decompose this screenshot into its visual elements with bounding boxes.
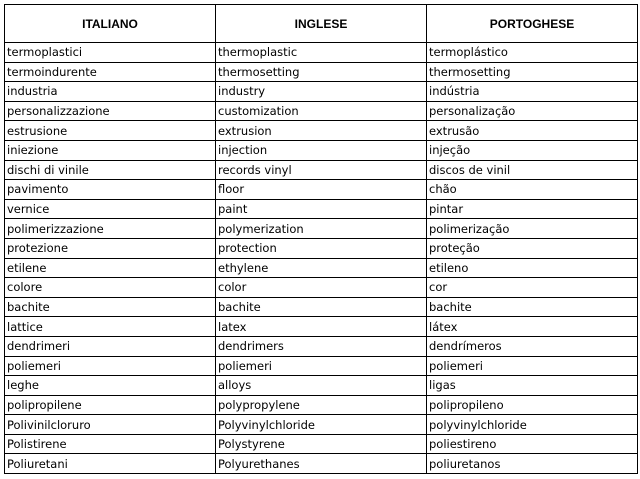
cell-italiano: vernice — [5, 199, 216, 219]
table-row — [5, 101, 638, 121]
cell-portoghese: thermosetting — [427, 62, 638, 82]
table-row — [5, 376, 638, 396]
cell-portoghese: indústria — [427, 82, 638, 102]
cell-portoghese: poliemeri — [427, 356, 638, 376]
table-row — [5, 258, 638, 278]
table-body — [5, 43, 638, 474]
cell-inglese: Polyvinylchloride — [216, 415, 427, 435]
header-inglese: INGLESE — [216, 5, 427, 43]
cell-inglese: Polystyrene — [216, 434, 427, 454]
table-row — [5, 415, 638, 435]
table-row — [5, 317, 638, 337]
cell-italiano: colore — [5, 278, 216, 298]
cell-inglese: thermosetting — [216, 62, 427, 82]
table-row — [5, 434, 638, 454]
table-row — [5, 219, 638, 239]
cell-inglese: color — [216, 278, 427, 298]
cell-italiano: dischi di vinile — [5, 160, 216, 180]
table-row — [5, 297, 638, 317]
cell-portoghese: proteção — [427, 238, 638, 258]
cell-italiano: etilene — [5, 258, 216, 278]
cell-portoghese: cor — [427, 278, 638, 298]
cell-inglese: polypropylene — [216, 395, 427, 415]
cell-portoghese: polipropileno — [427, 395, 638, 415]
cell-italiano: poliemeri — [5, 356, 216, 376]
cell-inglese: floor — [216, 180, 427, 200]
cell-inglese: injection — [216, 140, 427, 160]
cell-portoghese: dendrímeros — [427, 336, 638, 356]
cell-italiano: leghe — [5, 376, 216, 396]
cell-portoghese: poliestireno — [427, 434, 638, 454]
table-row — [5, 62, 638, 82]
cell-inglese: customization — [216, 101, 427, 121]
cell-italiano: Poliuretani — [5, 454, 216, 474]
cell-italiano: termoplastici — [5, 43, 216, 63]
cell-inglese: latex — [216, 317, 427, 337]
cell-inglese: polymerization — [216, 219, 427, 239]
table-row — [5, 160, 638, 180]
table-row — [5, 180, 638, 200]
cell-portoghese: polyvinylchloride — [427, 415, 638, 435]
cell-italiano: protezione — [5, 238, 216, 258]
cell-italiano: Polivinilcloruro — [5, 415, 216, 435]
table-row — [5, 140, 638, 160]
cell-italiano: dendrimeri — [5, 336, 216, 356]
cell-italiano: lattice — [5, 317, 216, 337]
header-portoghese: PORTOGHESE — [427, 5, 638, 43]
table-row — [5, 238, 638, 258]
cell-portoghese: extrusão — [427, 121, 638, 141]
table-row — [5, 356, 638, 376]
cell-inglese: poliemeri — [216, 356, 427, 376]
cell-italiano: estrusione — [5, 121, 216, 141]
cell-italiano: Polistirene — [5, 434, 216, 454]
table-row — [5, 454, 638, 474]
table-row — [5, 395, 638, 415]
cell-inglese: dendrimers — [216, 336, 427, 356]
cell-portoghese: personalização — [427, 101, 638, 121]
cell-italiano: termoindurente — [5, 62, 216, 82]
cell-portoghese: chão — [427, 180, 638, 200]
table-row — [5, 278, 638, 298]
cell-inglese: bachite — [216, 297, 427, 317]
glossary-table — [4, 4, 638, 474]
cell-portoghese: pintar — [427, 199, 638, 219]
cell-italiano: personalizzazione — [5, 101, 216, 121]
cell-portoghese: injeção — [427, 140, 638, 160]
cell-italiano: polimerizzazione — [5, 219, 216, 239]
cell-inglese: ethylene — [216, 258, 427, 278]
header-italiano: ITALIANO — [5, 5, 216, 43]
cell-inglese: industry — [216, 82, 427, 102]
cell-inglese: thermoplastic — [216, 43, 427, 63]
table-row — [5, 199, 638, 219]
header-row — [5, 5, 638, 43]
cell-italiano: polipropilene — [5, 395, 216, 415]
cell-inglese: records vinyl — [216, 160, 427, 180]
table-row — [5, 121, 638, 141]
cell-portoghese: polimerização — [427, 219, 638, 239]
cell-inglese: paint — [216, 199, 427, 219]
cell-inglese: extrusion — [216, 121, 427, 141]
cell-portoghese: termoplástico — [427, 43, 638, 63]
table-row — [5, 336, 638, 356]
cell-inglese: protection — [216, 238, 427, 258]
table-header — [5, 5, 638, 43]
cell-portoghese: poliuretanos — [427, 454, 638, 474]
cell-portoghese: látex — [427, 317, 638, 337]
cell-italiano: bachite — [5, 297, 216, 317]
cell-portoghese: ligas — [427, 376, 638, 396]
cell-italiano: pavimento — [5, 180, 216, 200]
cell-portoghese: bachite — [427, 297, 638, 317]
table-row — [5, 43, 638, 63]
cell-portoghese: etileno — [427, 258, 638, 278]
cell-inglese: Polyurethanes — [216, 454, 427, 474]
cell-italiano: industria — [5, 82, 216, 102]
cell-italiano: iniezione — [5, 140, 216, 160]
cell-inglese: alloys — [216, 376, 427, 396]
cell-portoghese: discos de vinil — [427, 160, 638, 180]
table-row — [5, 82, 638, 102]
